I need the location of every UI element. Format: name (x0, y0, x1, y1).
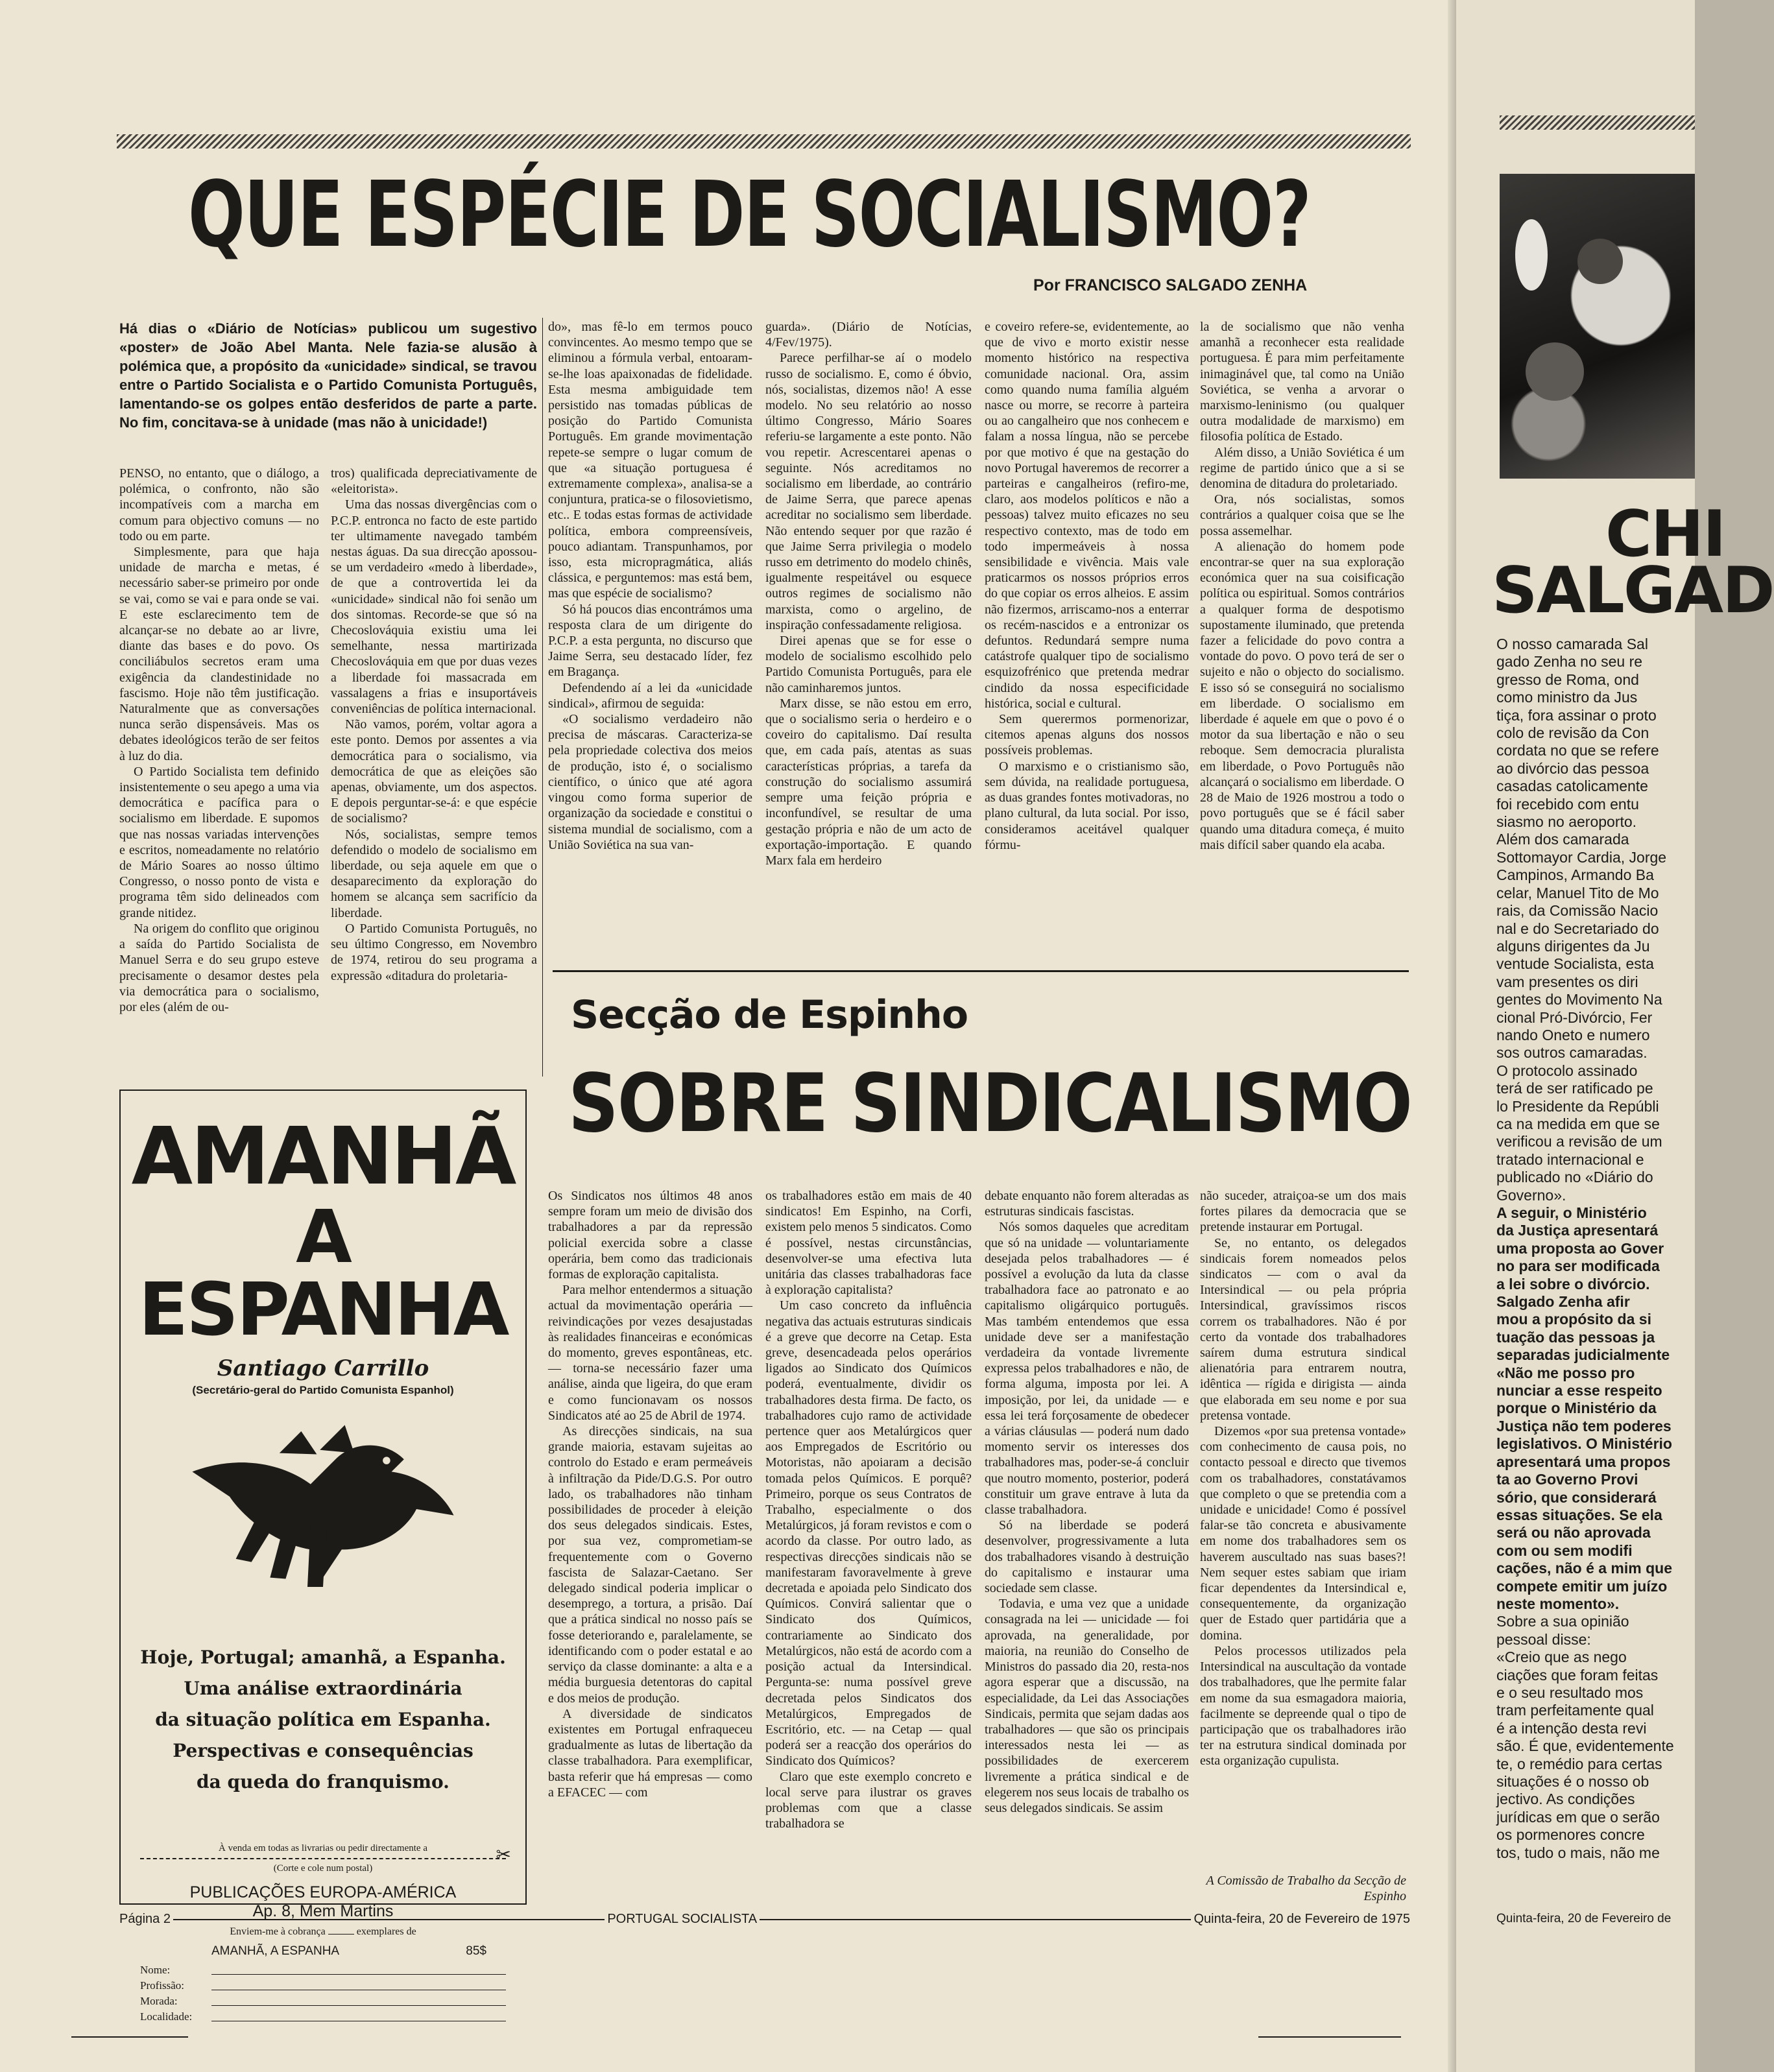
text-line: ao divórcio das pessoa (1496, 759, 1649, 777)
right-top-hatch-rule (1500, 115, 1695, 130)
text-line: essas situações. Se ela (1496, 1506, 1662, 1523)
order-title: AMANHÃ, A ESPANHA (211, 1944, 340, 1958)
top-hatch-rule (117, 134, 1411, 149)
text-line: tratado internacional e (1496, 1150, 1644, 1168)
text-line: neste momento». (1496, 1595, 1620, 1612)
section-divider-rule (553, 970, 1409, 972)
ad-copy (121, 1642, 525, 1798)
newspaper-name: PORTUGAL SOCIALISTA (607, 1912, 758, 1926)
text-line: Campinos, Armando Ba (1496, 866, 1654, 884)
dove-fist-illustration (167, 1415, 479, 1603)
text-line: rais, da Comissão Nacio (1496, 902, 1659, 920)
lead-paragraph: Há dias o «Diário de Notícias» publicou um sugestivo «poster» de João Abel Manta. Nele fazia-se alusão à polémica que, a propósito da «unicidade» sindical, se travou entre o Partido Socialista e o Partido Comunista Português, lamentando-se os golpes então desferidos de parte a parte. No fim, concitava-se à unidade (mas não à unicidade!) (119, 320, 537, 431)
ad-author-note: (Secretário-geral do Partido Comunista Espanhol) (192, 1384, 454, 1396)
text-line: ta ao Governo Provi (1496, 1471, 1638, 1488)
paragraph: As direcções sindicais, na sua grande maioria, estavam sujeitas ao controlo do Estado e eram permeáveis à infiltração da Pide/D.G.S. Por outro lado, os trabalhadores não tinham possibilidades de proceder à eleição dos seus delegados sindicais. Estes, por sua vez, comprometiam-se frequentemente com o Governo fascista de Salazar-Caetano. Ser delegado sindical poderia implicar o desemprego, a tortura, a prisão. Daí que a prática sindical no nosso país se fosse deteriorando e, paralelamente, se identificando com o poder estatal e ao serviço da classe dominante: a alta e a média burguesia detentoras do capital e dos meios de produção. (548, 1424, 752, 1706)
form-label: Localidade: (140, 2010, 193, 2023)
paragraph: Marx disse, se não estou em erro, que o socialismo seria o herdeiro e o coveiro do capitalismo. Daí resulta que, em cada país, atentas as suas características próprias, a tarefa da construção do socialismo assumirá sempre uma feição própria e inconfundível, se resultar de uma gestação própria e não de um acto de exportação-importação. E quando Marx fala em herdeiro (765, 696, 972, 868)
paragraph: A diversidade de sindicatos existentes em Portugal enfraqueceu gradualmente as lutas de libertação da classe trabalhadora. Para exemplificar, basta referir que há empresas — como a EFACEC — com (548, 1706, 752, 1800)
photo-figure (1515, 219, 1548, 291)
paragraph: Na origem do conflito que originou a saída do Partido Socialista de Manuel Serra e do seu grupo esteve precisamente o desamor destes pela via democrática para o socialismo, por eles (além de ou- (119, 921, 319, 1014)
text-line: será ou não aprovada (1496, 1524, 1651, 1542)
article-column-1 (119, 466, 319, 1070)
text-line: alguns dirigentes da Ju (1496, 937, 1650, 955)
text-line: Justiça não tem poderes (1496, 1417, 1672, 1435)
news-photo (1500, 174, 1695, 479)
paragraph: Uma das nossas divergências com o P.C.P. entronca no facto de este partido ter ultimamente navegado também nestas águas. Da sua direcção apossou-se um verdadeiro «medo à liberdade», de que a controvertida lei da «unicidade» sindical não foi senão um dos sintomas. Recorde-se que só na Checoslováquia existiu uma lei semelhante, nessa martirizada Checoslováquia em que por duas vezes a liberdade foi massacrada em vassalagens a frias e insuportáveis conveniências de política internacional. (331, 497, 537, 717)
text-line: te, o remédio para certas (1496, 1755, 1662, 1772)
quantity-blank[interactable] (328, 1934, 354, 1935)
text-line: «Não me posso pro (1496, 1364, 1635, 1381)
text-line: a lei sobre o divórcio. (1496, 1275, 1650, 1292)
paragraph: Nós somos daqueles que acreditam que só na unidade — voluntariamente desejada pelos trabalhadores — é possível a evolução da luta da classe trabalhadora face ao patronato e ao capitalismo oligárquico português. Mas também entendemos que essa unidade deve ser a manifestação verdadeira da vontade livremente expressa pelos trabalhadores e não, de forma alguma, imposta por lei. A imposição, por lei, da unidade — e essa lei terá forçosamente de obedecer a várias cláusulas — poderá num dado momento servir os interesses dos trabalhadores mas, poder-se-á concluir que noutro momento, posterior, poderá constituir um grave entrave à luta da classe trabalhadora. (985, 1220, 1189, 1518)
text-line: lo Presidente da Repúbli (1496, 1097, 1659, 1115)
form-label: Profissão: (140, 1979, 184, 1992)
paragraph: debate enquanto não forem alteradas as estruturas sindicais fascistas. (985, 1189, 1189, 1219)
paragraph: e coveiro refere-se, evidentemente, ao que de vivo e morto existir nesse momento histórico na respectiva comunidade nacional. Ora, assim como quando numa família alguém nasce ou morre, se recorre à parteira ou ao cangalheiro que nos conhecem e falam a nossa língua, não se percebe por que motivo é que na gestação do novo Portugal haveremos de recorrer a parteiras e cangalheiros (refiro-me, claro, aos modelos políticos e não a pessoas) talvez muito eficazes no seu respectivo contexto, mas de todo em todo impermeáveis à nossa sensibilidade e vivência. Mais vale praticarmos os nossos próprios erros do que copiar os erros alheios. E assim não fizermos, arriscamo-nos a enterrar os recém-nascidos e a entronizar os defuntos. Redundará sempre numa catástrofe qualquer tipo de socialismo esquizofrénico que pretenda medrar cindido da nossa especificidade histórica, social e cultural. (985, 320, 1189, 711)
paragraph: guarda». (Diário de Notícias, 4/Fev/1975). (765, 320, 972, 350)
ad-author: Santiago Carrillo (217, 1355, 429, 1381)
text-line: gresso de Roma, ond (1496, 671, 1639, 688)
text-line: cações, não é a mim que (1496, 1560, 1673, 1577)
text-line: publicado no «Diário do (1496, 1169, 1653, 1186)
ad-copy-line: Uma análise extraordinária (184, 1678, 462, 1699)
form-field-profession[interactable] (140, 1978, 506, 1994)
text-line: uma proposta ao Gover (1496, 1239, 1664, 1257)
paragraph: «O socialismo verdadeiro não precisa de máscaras. Caracteriza-se pela propriedade colectiva dos meios de produção, isto é, o socialismo científico, o único que até agora vingou como forma superior de organização da sociedade e constitui o sistema mundial de socialismo, com a União Soviética na sua van- (548, 712, 752, 852)
order-text-b: exemplares de (356, 1926, 416, 1937)
sindicalismo-column-2 (765, 1188, 972, 1905)
ad-copy-line: da queda do franquismo. (197, 1771, 449, 1792)
paragraph: Além disso, a União Soviética é um regime de partido único que a si se denomina de ditadura do proletariado. (1200, 445, 1404, 492)
text-line: siasmo no aeroporto. (1496, 813, 1637, 831)
article-column-4 (765, 319, 972, 968)
text-line: ciações que foram feitas (1496, 1666, 1659, 1684)
text-line: tiça, fora assinar o proto (1496, 706, 1657, 724)
text-line: da Justiça apresentará (1496, 1222, 1659, 1239)
text-line: tuação das pessoas ja (1496, 1328, 1655, 1346)
form-field-address[interactable] (140, 1994, 506, 2009)
ad-title-line-2: A ESPANHA (138, 1195, 508, 1352)
text-line: é a intenção desta revi (1496, 1719, 1647, 1737)
paragraph: não suceder, atraiçoa-se um dos mais fortes pilares da democracia que se pretende instaurar em Portugal. (1200, 1189, 1406, 1235)
text-line: situações é o nosso ob (1496, 1773, 1649, 1790)
photo-face (1577, 239, 1623, 284)
right-article-text (1496, 636, 1704, 1868)
text-line: Além dos camarada (1496, 831, 1629, 848)
paragraph: Para melhor entendermos a situação actual da movimentação operária — reivindicações por vezes desajustadas às realidades financeiras e económicas do momento, greves espontâneas, etc. — torna-se necessário fazer uma análise, ainda que ligeira, do que eram e como funcionavam os nossos Sindicatos até ao 25 de Abril de 1974. (548, 1283, 752, 1423)
section-label: Secção de Espinho (571, 992, 968, 1038)
text-line: gado Zenha no seu re (1496, 653, 1643, 671)
text-line: Sottomayor Cardia, Jorge (1496, 848, 1667, 866)
sindicalismo-column-3 (985, 1188, 1189, 1905)
text-line: no para ser modificada (1496, 1257, 1660, 1275)
paragraph: O Partido Socialista tem definido insistentemente o seu apego a uma via democrática e pacífica para o socialismo em liberdade. E supomos que nas nossas variadas intervenções e escritos, nomeadamente no relatório de Mário Soares ao nosso último Congresso, o nosso ponto de vista e programa têm sido delineados com grande nitidez. (119, 764, 319, 920)
text-line: celar, Manuel Tito de Mo (1496, 884, 1659, 901)
article-column-2 (331, 466, 537, 1070)
text-line: os pormenores concre (1496, 1826, 1645, 1844)
article-column-5 (985, 319, 1189, 968)
bottom-margin-rule (71, 2036, 188, 2038)
form-label: Nome: (140, 1964, 171, 1976)
paragraph: Pelos processos utilizados pela Intersindical na auscultação da vontade dos trabalhadores, que lhe permite falar em nome da sua esmagadora maioria, facilmente se depreende qual o tipo de participação que os trabalhadores irão ter na estrutura sindical dominada por esta organização cupulista. (1200, 1643, 1406, 1768)
paragraph: A alienação do homem pode encontrar-se quer na sua exploração económica quer na sua coisificação política ou espiritual. Somos contrários a qualquer forma de despotismo supostamente iluminado, que pretenda fazer a felicidade do povo contra a vontade do povo. O povo terá de ser o sujeito e não o objecto do socialismo. E isso só se conseguirá no socialismo em liberdade. O socialismo em liberdade é aquele em que o povo é o motor da sua libertação e não o seu reboque. Sem democracia pluralista em liberdade, o Povo Português não alcançará o socialismo em liberdade. O 28 de Maio de 1926 mostrou a todo o povo português que se é fácil saber quando uma ditadura começa, é muito mais difícil saber quando ela acaba. (1200, 539, 1404, 852)
paragraph: Os Sindicatos nos últimos 48 anos sempre foram um meio de divisão dos trabalhadores a par da repressão policial exercida sobre a classe operária, bem como das tradicionais formas de exploração capitalista. (548, 1189, 752, 1282)
text-line: «Creio que as nego (1496, 1649, 1627, 1666)
ad-copy-line: da situação política em Espanha. (155, 1709, 491, 1730)
order-text-a: Enviem-me à cobrança (230, 1926, 326, 1937)
text-line: porque o Ministério da (1496, 1399, 1657, 1417)
coupon-order-line (140, 1926, 506, 1938)
text-line: como ministro da Jus (1496, 689, 1638, 706)
text-line: tos, tudo o mais, não me (1496, 1844, 1660, 1861)
paragraph: Nós, socialistas, sempre temos defendido o modelo de socialismo em liberdade, ou seja aquele em que o desaparecimento da exploração do homem se alcança sem sacrifício da liberdade. (331, 827, 537, 920)
text-line: jurídicas em que o serão (1496, 1808, 1660, 1826)
paragraph: Claro que este exemplo concreto e local serve para ilustrar os graves problemas com que a classe trabalhadora se (765, 1769, 972, 1831)
text-line: sório, que considerará (1496, 1488, 1657, 1506)
text-line: cordata no que se refere (1496, 742, 1659, 759)
sindicalismo-column-4 (1200, 1188, 1406, 1863)
paragraph: Só na liberdade se poderá desenvolver, progressivamente a luta dos trabalhadores visando à destruição do capitalismo e instaurar uma sociedade sem classe. (985, 1518, 1189, 1596)
text-line: são. É que, evidentemente (1496, 1737, 1674, 1755)
text-line: com ou sem modifi (1496, 1542, 1633, 1559)
section-headline: SOBRE SINDICALISMO (568, 1057, 1412, 1150)
text-line: sos outros camaradas. (1496, 1044, 1648, 1062)
paragraph: la de socialismo que não venha amanhã a reconhecer esta realidade portuguesa. É para mim perfeitamente inimaginável que, tal como na União Soviética, se venha a arvorar o marxismo-leninismo (ou qualquer outra modalidade de marxismo) em filosofia política de Estado. (1200, 320, 1404, 444)
order-price: 85$ (466, 1944, 486, 1958)
right-footer-date: Quinta-feira, 20 de Fevereiro de (1496, 1912, 1672, 1925)
coupon-address: Ap. 8, Mem Martins (252, 1902, 394, 1920)
text-line: ca na medida em que se (1496, 1115, 1660, 1132)
paragraph: Todavia, e uma vez que a unidade consagrada na lei — unicidade — foi aprovada, na generalidade, por maioria, na reunião do Conselho de Ministros do passado dia 20, resta-nos agora esperar que a discussão, na especialidade, da Lei das Associações Sindicais, permita que sejam dadas aos trabalhadores — que são os principais interessados nesta lei — as possibilidades de exercerem livremente a prática sindical e de elegerem nos seus locais de trabalho os seus delegados sindicais. Se assim (985, 1597, 1189, 1815)
paragraph: Defendendo aí a lei da «unicidade sindical», afirmou de seguida: (548, 680, 752, 711)
paragraph: Ora, nós socialistas, somos contrários a qualquer coisa que se lhe possa assemelhar. (1200, 492, 1404, 538)
issue-date: Quinta-feira, 20 de Fevereiro de 1975 (1193, 1912, 1411, 1926)
text-line: e o seu resultado mos (1496, 1684, 1644, 1701)
text-line: pessoal disse: (1496, 1630, 1591, 1648)
paragraph: O Partido Comunista Português, no seu último Congresso, em Novembro de 1974, retirou do seu programa a expressão «ditadura do proletaria- (331, 921, 537, 983)
text-line: nunciar a esse respeito (1496, 1382, 1662, 1399)
paragraph: os trabalhadores estão em mais de 40 sindicatos! Em Espinho, na Corfi, existem pelo menos 5 sindicatos. Como é possível, nestas circunstâncias, desenvolver-se uma efectiva luta unitária das classes trabalhadoras face à exploração capitalista? (765, 1189, 972, 1298)
coupon-publisher: PUBLICAÇÕES EUROPA-AMÉRICA (189, 1883, 457, 1901)
text-line: cional Pró-Divórcio, Fer (1496, 1008, 1653, 1026)
photo-face (1526, 342, 1584, 401)
article-column-6 (1200, 319, 1404, 968)
ad-sale-note: À venda em todas as livrarias ou pedir directamente a (219, 1843, 427, 1853)
text-line: Sobre a sua opinião (1496, 1613, 1629, 1630)
coupon-order-title-row (160, 1944, 486, 1959)
ad-title-line-1: AMANHÃ (131, 1110, 515, 1202)
sindicalismo-column-1 (548, 1188, 752, 1905)
paragraph: Não vamos, porém, voltar agora a este ponto. Demos por assentes a via democrática para o socialismo, via democrática de que as eleições são apenas, obviamente, um dos aspectos. E depois perguntar-se-á: e que espécie de socialismo? (331, 717, 537, 826)
paragraph: Se, no entanto, os delegados sindicais forem nomeados pelos sindicatos — com o aval da Intersindical — ou pela própria Intersindical, gravíssimos riscos correm os trabalhadores. Não é por certo da vontade dos trabalhadores saírem duma estrutura sindical alienatória para entrarem noutra, idêntica — rígida e dirigista — ainda que elaborada em seu nome e por sua pretensa vontade. (1200, 1235, 1406, 1423)
bottom-margin-rule (1258, 2036, 1401, 2038)
text-line: mou a propósito da si (1496, 1311, 1651, 1328)
ad-copy-line: Hoje, Portugal; amanhã, a Espanha. (140, 1647, 506, 1668)
paragraph: O marxismo e o cristianismo são, sem dúvida, na realidade portuguesa, as duas grandes fontes motivadoras, no plano cultural, da luta social. Por isso, consideramos aceitável qualquer fórmu- (985, 759, 1189, 852)
text-line: vam presentes os diri (1496, 973, 1638, 990)
coupon-cut-note: (Corte e cole num postal) (273, 1863, 373, 1874)
form-label: Morada: (140, 1995, 178, 2007)
article-column-3 (548, 319, 752, 968)
right-headline-line-1: CHI (1605, 497, 1725, 571)
paragraph: Direi apenas que se for esse o modelo de socialismo escolhido pelo Partido Comunista Português, para ele não caminharemos juntos. (765, 634, 972, 695)
text-line: nando Oneto e numero (1496, 1026, 1650, 1043)
text-line: foi recebido com entu (1496, 795, 1639, 813)
text-line: legislativos. O Ministério (1496, 1435, 1672, 1453)
paragraph: Dizemos «por sua pretensa vontade» com conhecimento de causa pois, no contacto pessoal e directo que tivemos com os trabalhadores, constatávamos que completo o que se pretendia com a unidade e unicidade! Como é possível falar-se tão concreta e abusivamente em nome dos trabalhadores sem os haverem auscultado nas suas bases?! Nem sequer estes sabiam que iriam ficar dependentes da Intersindical e, consequentemente, da organização quer de Estado quer partidária que a domina. (1200, 1424, 1406, 1643)
text-line: nal e do Secretariado do (1496, 920, 1659, 937)
right-headline-line-2: SALGAD (1492, 554, 1774, 628)
text-line: tram perfeitamente qual (1496, 1702, 1654, 1719)
form-field-name[interactable] (140, 1962, 506, 1978)
paragraph: do», mas fê-lo em termos pouco convincentes. Ao mesmo tempo que se eliminou a fórmula verbal, entoaram-se-lhe loas apaixonadas de fidelidade. Esta mesma ambiguidade tem persistido nas tomadas públicas de posição do Partido Comunista Português. Em grande movimentação repete-se sempre o lugar comum de que «a situação portuguesa é extremamente complexa», analisa-se a conjuntura, pratica-se o filosovietismo, etc.. E todas estas formas de actividade política, embora compreensíveis, pouco adiantam. Transpunhamos, por isso, esta micropragmática, aliás clássica, e perguntemos: mas está bem, mas que espécie de socialismo? (548, 320, 752, 601)
text-line: terá de ser ratificado pe (1496, 1080, 1653, 1097)
paragraph: Um caso concreto da influência negativa das actuais estruturas sindicais é a greve que decorre na Cetap. Esta greve, desencadeada pelos operários ligados ao Sindicato dos Químicos poderá, eventualmente, dividir os trabalhadores desta firma. De facto, os trabalhadores cujo ramo de actividade pertence quer aos Metalúrgicos quer aos Empregados de Escritório ou Motoristas, não apoiaram a decisão tomada pelos Químicos. E porquê? Primeiro, porque os seus Contratos de Trabalho, especialmente o dos Metalúrgicos, já foram revistos e com o acordo da classe. Por outro lado, as respectivas direcções sindicais não se manifestaram favoravelmente à greve decretada e apoiada pelo Sindicato dos Químicos. Convirá salientar que o Sindicato dos Químicos, contrariamente ao Sindicato dos Metalúrgicos, não está de acordo com a posição actual da Intersindical. Pergunta-se: numa possível greve decretada pelos Sindicatos dos Metalúrgicos, Empregados de Escritório, etc. — na Cetap — qual poderá ser a reacção dos operários do Sindicato dos Químicos? (765, 1298, 972, 1768)
text-line: ventude Socialista, esta (1496, 955, 1654, 973)
text-line: O protocolo assinado (1496, 1062, 1638, 1079)
text-line: casadas catolicamente (1496, 778, 1648, 795)
text-line: Governo». (1496, 1186, 1566, 1204)
page-footer (119, 1912, 1410, 1927)
sindicalismo-signature: A Comissão de Trabalho da Secção de Espinho (1206, 1874, 1406, 1903)
text-line: Salgado Zenha afir (1496, 1293, 1630, 1311)
scissors-icon: ✂ (496, 1845, 511, 1865)
text-line: apresentará uma propos (1496, 1453, 1671, 1470)
byline: Por FRANCISCO SALGADO ZENHA (1033, 276, 1308, 294)
paragraph: Simplesmente, para que haja unidade de marcha e metas, é necessário saber-se primeiro por onde se vai, como se vai e para onde se vai. E este esclarecimento tem de alcançar-se no debate ao ar livre, diante das bases e do povo. Os conciliábulos secretos eram uma exigência da clandestinidade no fascismo. Hoje não têm justificação. Naturalmente que as conversações nunca serão dispensáveis. Mas os debates ideológicos terão de ser feitos à luz do dia. (119, 545, 319, 763)
ad-copy-line: Perspectivas e consequências (173, 1740, 473, 1761)
text-line: compete emitir um juízo (1496, 1577, 1668, 1595)
paragraph: Só há poucos dias encontrámos uma resposta clara de um dirigente do P.C.P. a esta pergunta, no discurso que Jaime Serra, seu destacado líder, fez em Bragança. (548, 602, 752, 680)
text-line: A seguir, o Ministério (1496, 1204, 1647, 1221)
text-line: O nosso camarada Sal (1496, 636, 1648, 652)
page-number: Página 2 (119, 1912, 171, 1926)
paragraph: tros) qualificada depreciativamente de «eleitorista». (331, 466, 537, 497)
column-divider (542, 318, 543, 1077)
text-line: gentes do Movimento Na (1496, 991, 1662, 1008)
form-field-locality[interactable] (140, 2009, 506, 2025)
text-line: colo de revisão da Con (1496, 724, 1649, 742)
text-line: separadas judicialmente (1496, 1346, 1670, 1364)
paragraph: PENSO, no entanto, que o diálogo, a polémica, o confronto, não são incompatíveis com a marcha em comum para objectivo comuns — no todo ou em parte. (119, 466, 319, 543)
paragraph: Sem querermos pormenorizar, citemos apenas alguns dos nossos possíveis problemas. (985, 712, 1189, 758)
main-headline: QUE ESPÉCIE DE SOCIALISMO? (188, 162, 1311, 268)
text-line: verificou a revisão de um (1496, 1133, 1662, 1150)
text-line: jectivo. As condições (1496, 1791, 1635, 1808)
paragraph: Parece perfilhar-se aí o modelo russo de socialismo. E, como é óbvio, nós, socialistas, dizemos não! A esse modelo. No seu relatório ao nosso último Congresso, Mário Soares referiu-se largamente a este ponto. Não vou repetir. Acrescentarei apenas o seguinte. Nós acreditamos no socialismo em liberdade, ao contrário de Jaime Serra, que parece apenas acreditar no socialismo sem liberdade. Não entendo sequer por que razão é que Jaime Serra privilegia o modelo russo em detrimento do modelo chinês, igualmente respeitável ou esquece outros regimes de socialismo não marxista, como o argelino, de inspiração confessadamente religiosa. (765, 351, 972, 632)
